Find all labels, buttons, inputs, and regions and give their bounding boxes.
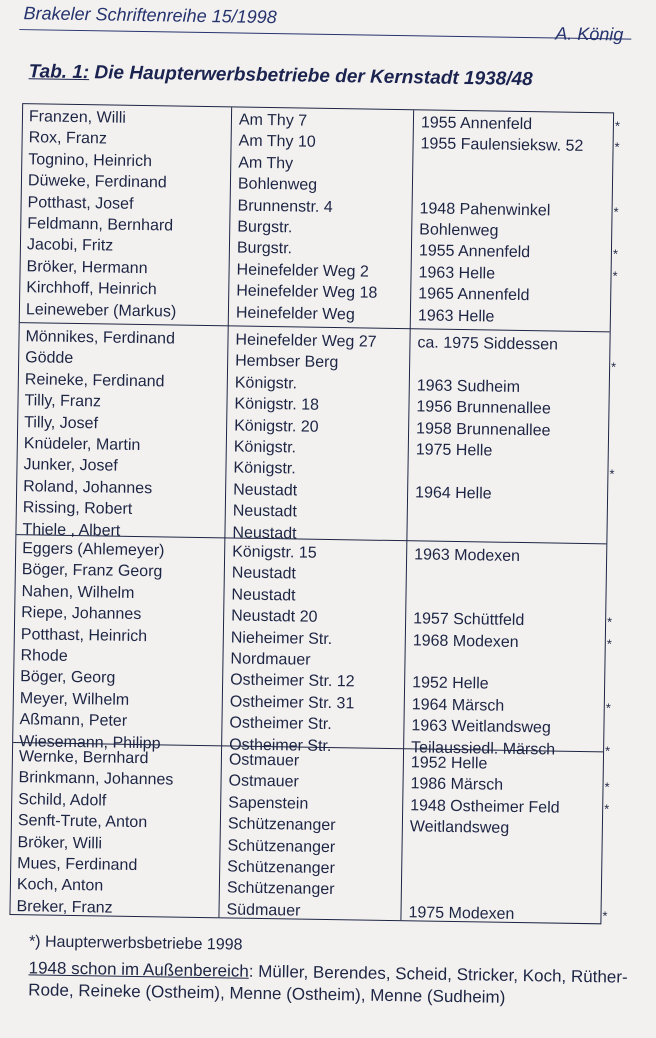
cell-street: Schützenanger: [227, 837, 336, 856]
cell-location: 1965 Annenfeld: [418, 285, 530, 305]
cell-marker: *: [612, 268, 618, 284]
cell-street: Ostmauer: [228, 772, 299, 791]
cell-name: Rox, Franz: [28, 129, 108, 148]
cell-location: 1952 Helle: [411, 674, 489, 693]
cell-street: Heinefelder Weg 27: [235, 331, 377, 351]
cell-location: 1952 Helle: [410, 754, 488, 773]
cell-name: Leineweber (Markus): [25, 300, 177, 321]
cell-street: Heinefelder Weg 2: [236, 261, 369, 281]
cell-name: Koch, Anton: [16, 876, 104, 895]
cell-location: 1975 Helle: [415, 441, 493, 460]
cell-street: Südmauer: [226, 901, 301, 920]
cell-name: Mönnikes, Ferdinand: [25, 328, 176, 348]
cell-street: Königstr. 15: [232, 543, 317, 562]
cell-name: Rhode: [20, 647, 68, 665]
cell-name: Schild, Adolf: [18, 790, 107, 810]
cell-street: Neustadt: [231, 564, 297, 583]
cell-marker: *: [604, 779, 610, 795]
table-title: [29, 61, 533, 91]
bottom-note-label: 1948 schon im Außenbereich: [28, 958, 249, 981]
cell-street: Neustadt: [231, 586, 296, 605]
cell-location: ca. 1975 Siddessen: [417, 334, 559, 354]
cell-street: Burgstr.: [237, 218, 293, 237]
cell-street: Brunnenstr. 4: [237, 197, 333, 216]
cell-name: Aßmann, Peter: [19, 711, 128, 731]
cell-name: Mues, Ferdinand: [17, 855, 138, 875]
cell-name: Breker, Franz: [16, 897, 113, 917]
cell-street: Neustadt 20: [231, 607, 318, 627]
cell-street: Ostmauer: [228, 751, 300, 770]
cell-name: Eggers (Ahlemeyer): [22, 540, 165, 560]
cell-name: Wernke, Bernhard: [18, 748, 149, 768]
cell-marker: *: [614, 139, 620, 155]
table-rows: [16, 104, 621, 924]
cell-street: Neustadt: [232, 524, 297, 543]
cell-name: Reineke, Ferdinand: [24, 370, 165, 391]
cell-location: 1964 Helle: [414, 484, 492, 503]
cell-location: 1963 Sudheim: [416, 377, 521, 396]
data-table: [9, 103, 621, 924]
cell-name: Rissing, Robert: [22, 499, 133, 519]
cell-location: Teilaussiedl. Märsch: [410, 738, 556, 759]
series-title: Brakeler Schriftenreihe 15/1998: [23, 3, 277, 28]
cell-street: Königstr. 20: [234, 417, 319, 436]
cell-name: Potthast, Heinrich: [20, 625, 148, 645]
cell-location: 1963 Helle: [417, 306, 495, 326]
cell-name: Kirchhoff, Heinrich: [26, 279, 157, 299]
cell-street: Am Thy 7: [238, 111, 308, 130]
cell-marker: *: [612, 246, 619, 262]
cell-street: Nieheimer Str.: [230, 629, 333, 648]
cell-name: Tognino, Heinrich: [28, 151, 153, 170]
cell-location: Bohlenweg: [419, 221, 499, 240]
cell-location: 1955 Faulensieksw. 52: [420, 135, 584, 156]
cell-location: 1975 Modexen: [408, 904, 515, 923]
cell-marker: *: [606, 614, 613, 630]
cell-street: Ostheimer Str.: [229, 736, 332, 755]
cell-name: Wiesemann, Philipp: [19, 732, 161, 752]
cell-name: Gödde: [25, 349, 74, 368]
cell-street: Heinefelder Weg: [235, 304, 355, 323]
cell-marker: *: [613, 204, 619, 220]
cell-name: Feldmann, Bernhard: [27, 215, 174, 235]
cell-name: Junker, Josef: [23, 456, 118, 476]
cell-street: Am Thy 10: [238, 132, 316, 152]
cell-street: Bohlenweg: [237, 175, 318, 194]
cell-name: Roland, Johannes: [23, 477, 153, 498]
cell-name: Bröker, Hermann: [26, 258, 148, 277]
bottom-note: [28, 957, 629, 1010]
cell-name: Düweke, Ferdinand: [27, 172, 167, 192]
cell-location: 1968 Modexen: [412, 631, 519, 651]
table-label: Tab. 1:: [28, 61, 90, 84]
author-name: A. König: [555, 23, 624, 45]
cell-street: Ostheimer Str.: [229, 714, 332, 734]
cell-street: Königstr. 18: [234, 395, 320, 415]
cell-name: Potthast, Josef: [27, 193, 134, 213]
header-rule: [19, 29, 631, 40]
cell-street: Ostheimer Str. 12: [230, 671, 355, 691]
cell-location: 1958 Brunnenallee: [416, 419, 551, 440]
cell-name: Senft-Trute, Anton: [17, 812, 148, 832]
cell-street: Schützenanger: [227, 815, 336, 835]
cell-street: Am Thy: [238, 154, 294, 173]
table-title-text: Die Haupterwerbsbetriebe der Kernstadt 1938/48: [94, 62, 533, 91]
cell-street: Schützenanger: [226, 879, 335, 899]
cell-marker: *: [605, 700, 611, 716]
cell-street: Neustadt: [233, 481, 298, 500]
cell-street: Königstr.: [234, 374, 298, 393]
cell-name: Meyer, Wilhelm: [19, 689, 130, 709]
cell-marker: *: [604, 801, 610, 817]
cell-street: Neustadt: [232, 502, 297, 521]
cell-street: Königstr.: [233, 438, 297, 457]
cell-marker: *: [606, 635, 612, 652]
cell-marker: *: [609, 466, 615, 482]
cell-street: Nordmauer: [230, 650, 311, 669]
cell-name: Knüdeler, Martin: [23, 435, 141, 455]
cell-location: 1956 Brunnenallee: [416, 398, 551, 418]
cell-marker: *: [604, 742, 611, 759]
cell-street: Sapenstein: [228, 794, 309, 813]
cell-name: Jacobi, Fritz: [26, 236, 114, 255]
cell-location: 1957 Schüttfeld: [413, 610, 525, 630]
cell-location: 1955 Annenfeld: [420, 114, 533, 134]
cell-name: Nahen, Wilhelm: [21, 582, 135, 602]
cell-location: 1963 Weitlandsweg: [411, 717, 551, 737]
cell-marker: *: [602, 908, 608, 924]
cell-marker: *: [614, 118, 621, 134]
cell-name: Tilly, Franz: [24, 392, 102, 411]
cell-location: 1964 Märsch: [411, 696, 505, 715]
cell-street: Burgstr.: [236, 239, 293, 258]
cell-street: Königstr.: [233, 459, 296, 478]
cell-street: Ostheimer Str. 31: [229, 693, 355, 713]
cell-street: Hembser Berg: [235, 352, 339, 372]
cell-location: Weitlandsweg: [409, 818, 510, 838]
cell-street: Heinefelder Weg 18: [236, 282, 378, 302]
cell-name: Böger, Georg: [20, 668, 116, 688]
cell-location: 1948 Pahenwinkel: [419, 199, 551, 220]
cell-name: Bröker, Willi: [17, 833, 103, 853]
cell-location: 1986 Märsch: [410, 775, 504, 795]
cell-name: Riepe, Johannes: [21, 604, 142, 624]
cell-location: 1948 Ostheimer Feld: [410, 797, 560, 817]
cell-name: Thiele , Albert: [22, 520, 121, 540]
bottom-note-text: : Müller, Berendes, Scheid, Stricker, Koch, Rüther-Rode, Reineke (Ostheim), Menne (Ostheim), Menne (Sudheim): [28, 961, 628, 1007]
cell-name: Brinkmann, Johannes: [18, 769, 174, 789]
cell-marker: *: [611, 359, 617, 375]
footnote: *) Haupterwerbsbetriebe 1998: [28, 933, 243, 954]
cell-name: Franzen, Willi: [28, 108, 127, 127]
cell-name: Tilly, Josef: [24, 413, 99, 432]
cell-location: 1955 Annenfeld: [418, 242, 531, 262]
cell-location: 1963 Helle: [418, 264, 496, 283]
cell-name: Böger, Franz Georg: [21, 561, 163, 581]
cell-location: 1963 Modexen: [414, 546, 521, 565]
cell-street: Schützenanger: [227, 858, 335, 878]
